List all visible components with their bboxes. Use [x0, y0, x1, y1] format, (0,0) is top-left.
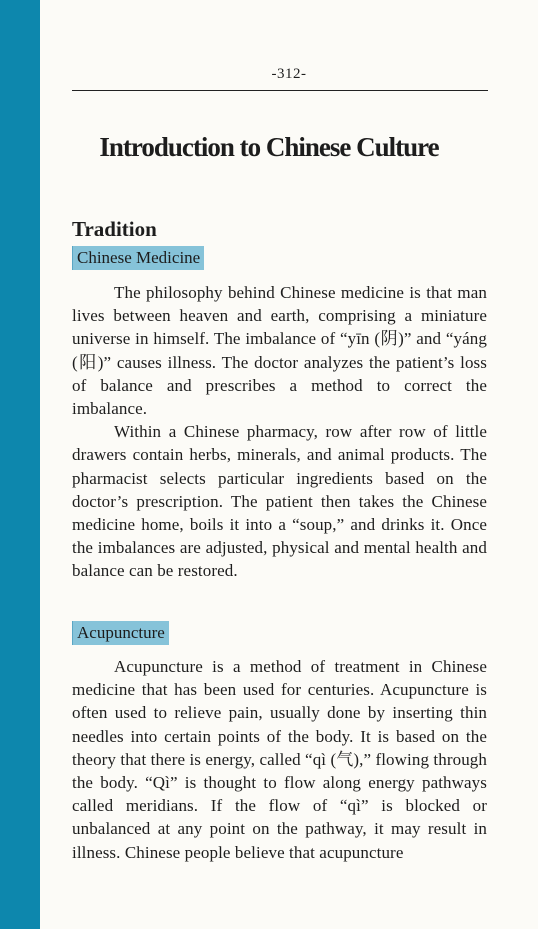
header-rule [72, 90, 488, 91]
paragraph: Within a Chinese pharmacy, row after row of little drawers contain herbs, minerals, and animal products. The pharmacist selects particular ingredients based on the doctor’s prescription. The patient then takes the Chinese medicine home, boils it into a “soup,” and drinks it. Once the imbalances are adjusted, physical and mental health and balance can be restored. [72, 422, 487, 581]
acupuncture-text [72, 655, 487, 864]
page-number: -312- [271, 66, 307, 82]
subsection-tag-chinese-medicine: Chinese Medicine [72, 246, 204, 270]
paragraph: The philosophy behind Chinese medicine is that man lives between heaven and earth, comprising a miniature universe in himself. The imbalance of “yīn (阴)” and “yáng (阳)” causes illness. The doctor analyzes the patient’s loss of balance and prescribes a method to correct the imbalance. [72, 283, 487, 419]
chinese-medicine-text [72, 281, 487, 583]
section-heading: Tradition [72, 217, 157, 241]
page-title: Introduction to Chinese Culture [99, 132, 439, 162]
paragraph: Acupuncture is a method of treatment in Chinese medicine that has been used for centuries. Acupuncture is often used to relieve pain, usually done by inserting thin needles into certain points of the body. It is based on the theory that there is energy, called “qì (气),” flowing through the body. “Qì” is thought to flow along energy pathways called meridians. If the flow of “qì” is blocked or unbalanced at any point on the pathway, it may result in illness. Chinese people believe that acupuncture [72, 657, 487, 862]
spine-color-bar [0, 0, 40, 929]
subsection-tag-acupuncture: Acupuncture [72, 621, 169, 645]
